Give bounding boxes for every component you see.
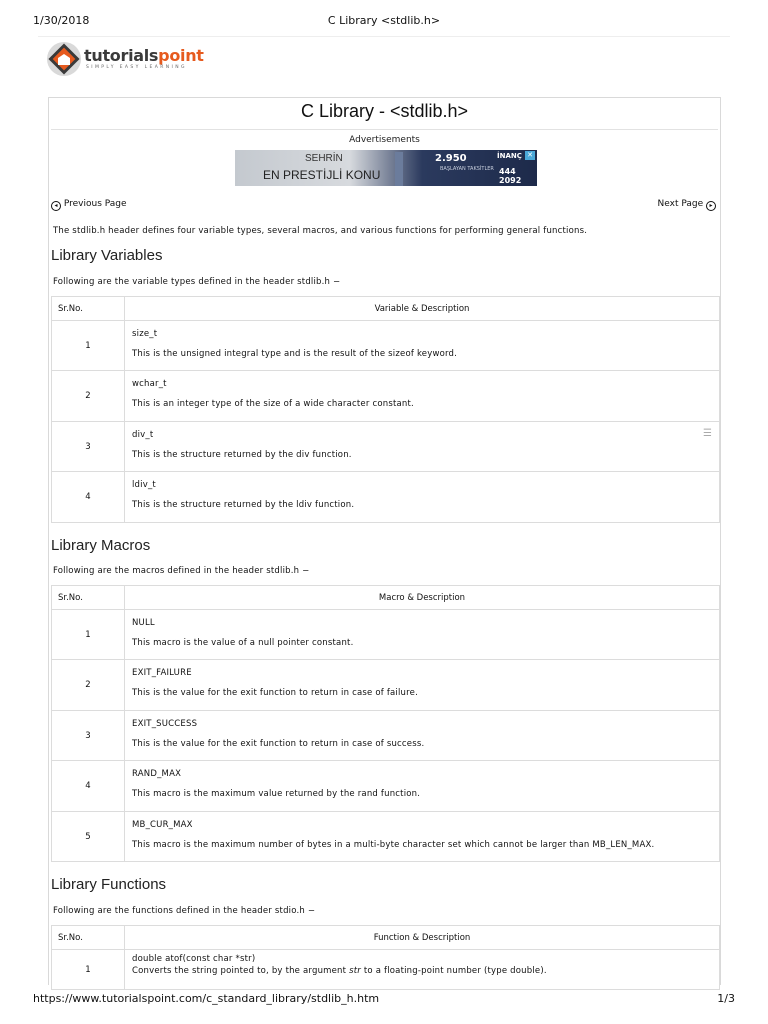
ad-phone: 444 2092: [499, 167, 522, 185]
row-description: [125, 812, 720, 862]
hamburger-menu-icon[interactable]: ☰: [703, 428, 712, 439]
print-page-number: 1/3: [717, 992, 735, 1005]
item-text: This macro is the maximum value returned by the rand function.: [132, 789, 421, 799]
item-name: NULL: [132, 618, 155, 628]
ad-close-icon[interactable]: ✕: [525, 151, 535, 160]
row-description: [125, 761, 720, 812]
item-name: wchar_t: [132, 379, 167, 389]
arrow-right-icon: ▸: [706, 201, 716, 211]
macros-heading: Library Macros: [51, 537, 151, 554]
print-header: [33, 14, 735, 32]
row-number: 2: [52, 371, 125, 422]
ads-label: Advertisements: [349, 135, 420, 145]
variables-heading: Library Variables: [51, 247, 163, 264]
col-sr-header: Sr.No.: [52, 586, 125, 610]
table-row: [52, 371, 720, 422]
row-description: [125, 660, 720, 711]
item-text: This is the structure returned by the ldiv function.: [132, 500, 355, 510]
logo-word-main: tutorials: [84, 46, 159, 65]
table-row: [52, 321, 720, 371]
item-text: This macro is the maximum number of bytes in a multi-byte character set which cannot be larger than MB_LEN_MAX.: [132, 840, 655, 850]
item-text: This is the value for the exit function to return in case of failure.: [132, 688, 418, 698]
ad-price: 2.950: [435, 153, 467, 164]
ad-tower-image: [395, 152, 403, 186]
item-text-part: Converts the string pointed to, by the argument: [132, 966, 350, 976]
row-number: 1: [52, 950, 125, 990]
row-description: [125, 371, 720, 422]
row-description: [125, 422, 720, 472]
item-name: EXIT_SUCCESS: [132, 719, 198, 729]
item-text: This is the value for the exit function to return in case of success.: [132, 739, 425, 749]
row-number: 3: [52, 711, 125, 761]
logo-tagline: SIMPLY EASY LEARNING: [86, 65, 187, 70]
logo-wordmark: [84, 46, 204, 65]
col-sr-header: Sr.No.: [52, 297, 125, 321]
logo-badge-icon: [44, 38, 84, 78]
table-row: [52, 660, 720, 711]
tutorialspoint-logo[interactable]: [44, 38, 204, 80]
row-description: [125, 950, 720, 990]
item-name: ldiv_t: [132, 480, 156, 490]
content-panel: [48, 97, 721, 985]
page-nav: [51, 199, 716, 213]
table-row: [52, 610, 720, 660]
ad-line1: SEHRİN: [305, 153, 343, 164]
ad-line2: EN PRESTİJLİ KONU: [263, 168, 381, 182]
item-text: This is the unsigned integral type and is the result of the sizeof keyword.: [132, 349, 458, 359]
logo-word-accent: point: [158, 46, 204, 65]
col-desc-header: Macro & Description: [125, 586, 720, 610]
functions-heading: Library Functions: [51, 876, 167, 893]
item-name: double atof(const char *str): [132, 954, 256, 964]
item-name: RAND_MAX: [132, 769, 182, 779]
table-row: [52, 711, 720, 761]
print-date: 1/30/2018: [33, 14, 90, 27]
ad-price-caption: BAŞLAYAN TAKSİTLER: [440, 166, 494, 172]
row-number: 1: [52, 610, 125, 660]
item-name: EXIT_FAILURE: [132, 668, 192, 678]
print-url: https://www.tutorialspoint.com/c_standard_library/stdlib_h.htm: [33, 992, 380, 1005]
table-row: [52, 761, 720, 812]
row-number: 5: [52, 812, 125, 862]
next-page-label: Next Page: [657, 199, 704, 209]
item-text-part: to a floating-point number (type double).: [360, 966, 547, 976]
row-number: 4: [52, 472, 125, 523]
table-header-row: [52, 586, 720, 610]
item-text: This is the structure returned by the div function.: [132, 450, 352, 460]
table-row: [52, 422, 720, 472]
functions-intro: Following are the functions defined in the header stdio.h −: [53, 906, 316, 916]
row-description: [125, 472, 720, 523]
page-title: C Library - <stdlib.h>: [51, 98, 718, 130]
print-footer: [33, 992, 735, 1010]
item-name: MB_CUR_MAX: [132, 820, 193, 830]
arrow-left-icon: ◂: [51, 201, 61, 211]
functions-table: [51, 925, 720, 990]
item-name: size_t: [132, 329, 158, 339]
row-description: [125, 610, 720, 660]
row-number: 1: [52, 321, 125, 371]
item-text: [132, 966, 719, 976]
table-header-row: [52, 297, 720, 321]
col-desc-header: Function & Description: [125, 926, 720, 950]
col-desc-header: Variable & Description: [125, 297, 720, 321]
row-number: 4: [52, 761, 125, 812]
ad-brand: İNANÇ: [497, 152, 522, 160]
ad-banner[interactable]: [235, 150, 537, 186]
col-sr-header: Sr.No.: [52, 926, 125, 950]
table-row: [52, 472, 720, 523]
macros-intro: Following are the macros defined in the header stdlib.h −: [53, 566, 310, 576]
previous-page-label: Previous Page: [63, 199, 127, 209]
item-text-emphasis: str: [349, 966, 361, 976]
macros-table: [51, 585, 720, 862]
variables-table: [51, 296, 720, 523]
table-header-row: [52, 926, 720, 950]
intro-paragraph: The stdlib.h header defines four variable types, several macros, and various functions for performing general functions.: [53, 226, 588, 236]
row-description: [125, 711, 720, 761]
item-text: This is an integer type of the size of a wide character constant.: [132, 399, 414, 409]
previous-page-link[interactable]: [51, 199, 127, 211]
item-name: div_t: [132, 430, 154, 440]
print-title: C Library <stdlib.h>: [327, 14, 441, 27]
variables-intro: Following are the variable types defined in the header stdlib.h −: [53, 277, 341, 287]
item-text: This macro is the value of a null pointer constant.: [132, 638, 354, 648]
header-divider: [38, 36, 730, 37]
row-description: [125, 321, 720, 371]
row-number: 2: [52, 660, 125, 711]
table-row: [52, 950, 720, 990]
table-row: [52, 812, 720, 862]
row-number: 3: [52, 422, 125, 472]
next-page-link[interactable]: [658, 199, 717, 211]
